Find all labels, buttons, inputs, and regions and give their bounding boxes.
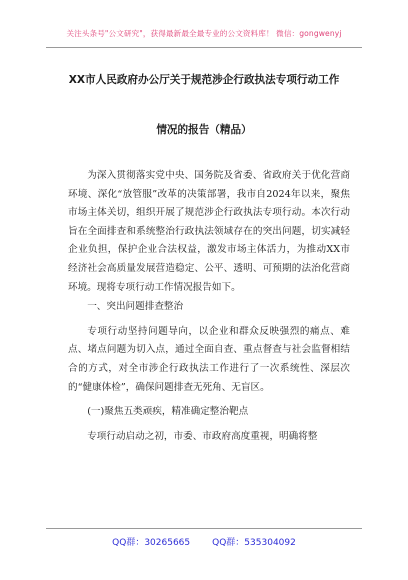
subsection-heading: (一)聚焦五类顽疾，精准确定整治靶点 — [87, 406, 249, 418]
section-heading: 一、突出问题排查整治 — [87, 301, 184, 313]
document-body — [68, 167, 350, 446]
footer-qq-group-1: QQ群：30265665 — [112, 538, 191, 548]
intro-paragraph: 为深入贯彻落实党中央、国务院及省委、省政府关于优化营商环境、深化“放管服”改革的决策部署，我市自2024年以来，聚焦市场主体关切，组织开展了规范涉企行政执法专项行动。本次行动旨在全面排查和系统整治行政执法领域存在的突出问题，切实减轻企业负担，保护企业合法权益，激发市场主体活力，为推动XX市经济社会高质量发展营造稳定、公平、透明、可预期的法治化营商环境。现将专项行动工作情况报告如下。 — [68, 170, 350, 293]
footer-qq-group-2: QQ群：535304092 — [212, 538, 296, 548]
subsection-paragraph: 专项行动启动之初，市委、市政府高度重视，明确将整 — [87, 430, 318, 442]
footer — [0, 535, 408, 548]
document-title-line-2: 情况的报告（精品） — [156, 124, 252, 136]
document-title-line-1: XX市人民政府办公厅关于规范涉企行政执法专项行动工作 — [68, 74, 340, 86]
footer-divider — [46, 528, 362, 529]
section-paragraph: 专项行动坚持问题导向，以企业和群众反映强烈的痛点、难点、堵点问题为切入点，通过全面自查、重点督查与社会监督相结合的方式，对全市涉企行政执法工作进行了一次系统性、深层次的“健康体检”，确保问题排查无死角、无盲区。 — [68, 325, 350, 393]
header-banner: 关注头条号"公文研究"，获得最新最全最专业的公文资料库！ 微信：gongwenyj — [66, 29, 342, 38]
header-divider — [46, 47, 362, 48]
